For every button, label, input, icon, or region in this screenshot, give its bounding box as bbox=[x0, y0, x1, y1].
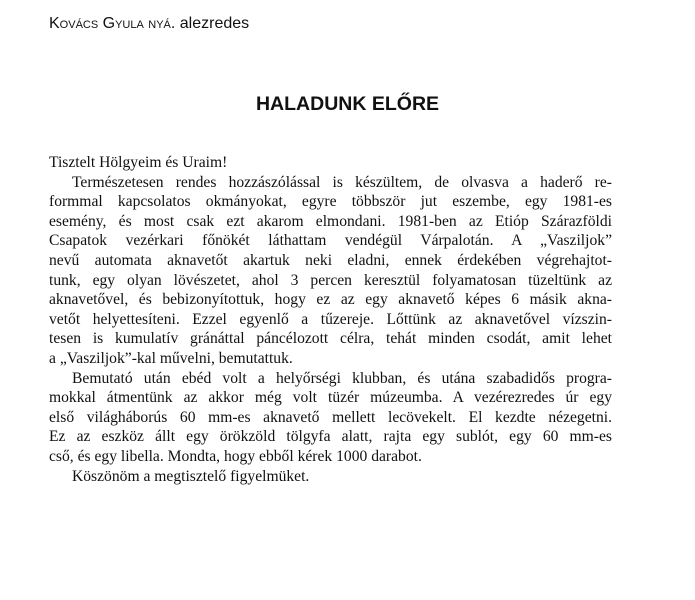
author-name: Kovács Gyula nyá. bbox=[49, 15, 176, 32]
paragraph-line: Ez az eszköz állt egy örökzöld tölgyfa alatt, rajta egy sublót, egy 60 mm-es bbox=[49, 428, 612, 446]
paragraph-line: tunk, egy olyan lövészetet, ahol 3 percen keresztül folyamatosan tüzeltünk az bbox=[49, 271, 612, 289]
paragraph-line: Csapatok vezérkari főnökét láthattam vendégül Várpalotán. A „Vasziljok” bbox=[49, 232, 612, 250]
closing-line: Köszönöm a megtisztelő figyelmüket. bbox=[72, 467, 310, 485]
speech-body bbox=[49, 153, 612, 486]
paragraph-line: formmal kapcsolatos okmányokat, egyre többször jut eszembe, egy 1981-es bbox=[49, 193, 612, 211]
paragraph-line: Természetesen rendes hozzászólással is készültem, de olvasva a haderő re- bbox=[72, 173, 612, 191]
paragraph-line: Bemutató után ebéd volt a helyőrségi klubban, és utána szabadidős progra- bbox=[72, 369, 612, 387]
paragraph-line: a „Vasziljok”-kal művelni, bemutattuk. bbox=[49, 349, 293, 367]
salutation-line: Tisztelt Hölgyeim és Uraim! bbox=[49, 154, 228, 171]
paragraph-line: esemény, és most csak ezt akarom elmondani. 1981-ben az Etióp Szárazföldi bbox=[49, 212, 612, 230]
author-rank: alezredes bbox=[179, 15, 250, 32]
paragraph-line: tesen is kumulatív gránáttal páncélozott célra, tehát minden csodát, amit lehet bbox=[49, 330, 612, 348]
paragraph-line: vetőt helyettesíteni. Ezzel egyenlő a tűzereje. Lőttünk az aknavetővel vízszin- bbox=[49, 310, 612, 328]
author-line bbox=[49, 14, 249, 34]
paragraph-line: első világháborús 60 mm-es aknavető mellett lecövekelt. El kezdte nézegetni. bbox=[49, 408, 612, 426]
paragraph-line: aknavetővel, és bebizonyítottuk, hogy ez az egy aknavető képes 6 másik akna- bbox=[49, 291, 612, 309]
paragraph-line: nevű automata aknavetőt akartuk neki eladni, ennek érdekében végrehajtot- bbox=[49, 251, 612, 269]
page-title: HALADUNK ELŐRE bbox=[255, 93, 440, 115]
paragraph-line: mokkal átmentünk az akkor még volt tüzér múzeumba. A vezérezredes úr egy bbox=[49, 389, 612, 407]
paragraph-line: cső, és egy libella. Mondta, hogy ebből kérek 1000 darabot. bbox=[49, 447, 422, 465]
